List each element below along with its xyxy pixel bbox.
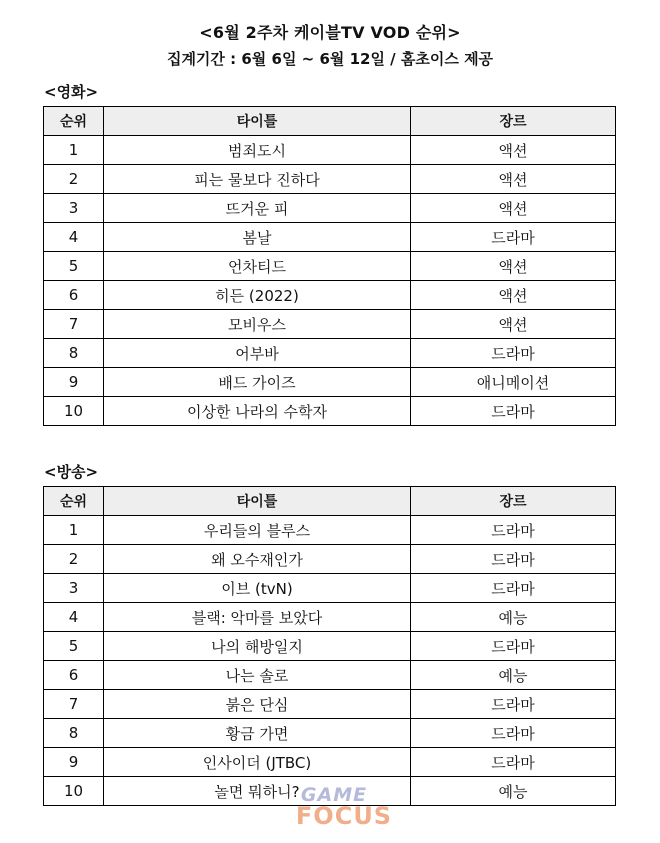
title-cell: 이브 (tvN)	[104, 574, 411, 603]
table-row	[44, 545, 616, 574]
broadcast-section-label: <방송>	[44, 463, 99, 481]
title-cell: 히든 (2022)	[104, 281, 411, 310]
table-row	[44, 516, 616, 545]
rank-cell: 5	[44, 632, 104, 661]
table-row	[44, 397, 616, 426]
page-title: <6월 2주차 케이블TV VOD 순위>	[199, 23, 461, 42]
rank-cell: 6	[44, 661, 104, 690]
page-subtitle: 집계기간 : 6월 6일 ~ 6월 12일 / 홈초이스 제공	[166, 50, 494, 68]
title-cell: 블랙: 악마를 보았다	[104, 603, 411, 632]
genre-cell: 액션	[411, 194, 616, 223]
rank-cell: 9	[44, 748, 104, 777]
rank-cell: 8	[44, 719, 104, 748]
title-cell: 배드 가이즈	[104, 368, 411, 397]
genre-cell: 예능	[411, 661, 616, 690]
genre-cell: 드라마	[411, 397, 616, 426]
genre-cell: 드라마	[411, 516, 616, 545]
genre-cell: 드라마	[411, 690, 616, 719]
title-cell: 왜 오수재인가	[104, 545, 411, 574]
title-cell: 어부바	[104, 339, 411, 368]
genre-cell: 드라마	[411, 719, 616, 748]
table-row	[44, 165, 616, 194]
movies-table	[43, 106, 616, 426]
table-row	[44, 661, 616, 690]
title-cell: 언차티드	[104, 252, 411, 281]
table-row	[44, 252, 616, 281]
title-cell: 나의 해방일지	[104, 632, 411, 661]
title-cell: 봄날	[104, 223, 411, 252]
broadcast-table-header	[44, 487, 616, 516]
watermark-line2: FOCUS	[295, 802, 393, 830]
genre-cell: 액션	[411, 165, 616, 194]
table-row	[44, 194, 616, 223]
genre-cell: 액션	[411, 310, 616, 339]
rank-cell: 7	[44, 310, 104, 339]
movies-table-header	[44, 107, 616, 136]
rank-cell: 10	[44, 397, 104, 426]
rank-cell: 10	[44, 777, 104, 806]
genre-cell: 예능	[411, 777, 616, 806]
rank-cell: 3	[44, 574, 104, 603]
table-row	[44, 719, 616, 748]
genre-cell: 드라마	[411, 545, 616, 574]
rank-cell: 2	[44, 545, 104, 574]
genre-column-header: 장르	[411, 107, 616, 136]
title-cell: 범죄도시	[104, 136, 411, 165]
rank-cell: 5	[44, 252, 104, 281]
title-cell: 나는 솔로	[104, 661, 411, 690]
rank-cell: 4	[44, 223, 104, 252]
title-cell: 뜨거운 피	[104, 194, 411, 223]
rank-cell: 9	[44, 368, 104, 397]
title-column-header: 타이틀	[104, 487, 411, 516]
genre-cell: 드라마	[411, 339, 616, 368]
title-cell: 붉은 단심	[104, 690, 411, 719]
rank-cell: 8	[44, 339, 104, 368]
genre-cell: 액션	[411, 136, 616, 165]
genre-cell: 액션	[411, 281, 616, 310]
genre-column-header: 장르	[411, 487, 616, 516]
title-cell: 모비우스	[104, 310, 411, 339]
watermark-line1: GAME	[300, 784, 368, 806]
table-row	[44, 281, 616, 310]
broadcast-table	[43, 486, 616, 806]
title-cell: 피는 물보다 진하다	[104, 165, 411, 194]
table-row	[44, 777, 616, 806]
table-row	[44, 223, 616, 252]
title-cell: 이상한 나라의 수학자	[104, 397, 411, 426]
rank-cell: 3	[44, 194, 104, 223]
rank-cell: 4	[44, 603, 104, 632]
title-cell: 우리들의 블루스	[104, 516, 411, 545]
table-row	[44, 690, 616, 719]
table-row	[44, 632, 616, 661]
genre-cell: 드라마	[411, 632, 616, 661]
movies-section-label: <영화>	[44, 83, 99, 101]
rank-cell: 1	[44, 516, 104, 545]
genre-cell: 드라마	[411, 223, 616, 252]
rank-column-header: 순위	[44, 107, 104, 136]
genre-cell: 드라마	[411, 574, 616, 603]
table-row	[44, 368, 616, 397]
rank-cell: 2	[44, 165, 104, 194]
title-cell: 놀면 뭐하니?	[104, 777, 411, 806]
genre-cell: 애니메이션	[411, 368, 616, 397]
rank-cell: 7	[44, 690, 104, 719]
table-row	[44, 574, 616, 603]
genre-cell: 예능	[411, 603, 616, 632]
table-row	[44, 748, 616, 777]
table-row	[44, 136, 616, 165]
rank-column-header: 순위	[44, 487, 104, 516]
title-column-header: 타이틀	[104, 107, 411, 136]
title-cell: 황금 가면	[104, 719, 411, 748]
title-cell: 인사이더 (JTBC)	[104, 748, 411, 777]
table-row	[44, 603, 616, 632]
genre-cell: 액션	[411, 252, 616, 281]
genre-cell: 드라마	[411, 748, 616, 777]
rank-cell: 6	[44, 281, 104, 310]
table-row	[44, 339, 616, 368]
table-row	[44, 310, 616, 339]
rank-cell: 1	[44, 136, 104, 165]
